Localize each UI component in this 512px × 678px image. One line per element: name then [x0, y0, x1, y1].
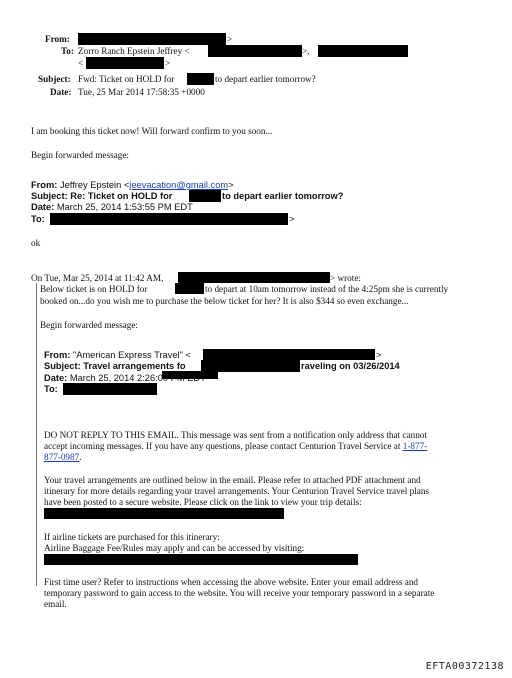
redaction — [86, 57, 164, 69]
fwd1-subject-post: to depart earlier tomorrow? — [222, 191, 344, 201]
fwd1-from-email[interactable]: jeevacation@gmail.com — [129, 180, 229, 190]
header-subject-label: Subject: — [38, 74, 71, 84]
redaction — [63, 383, 157, 395]
redaction — [203, 349, 375, 360]
header-date-label: Date: — [50, 87, 72, 97]
amex-p3-line-2: Airline Baggage Fee/Rules may apply and can be accessed by visiting: — [44, 543, 305, 553]
amex-phone-link[interactable]: 1-877- — [402, 441, 428, 451]
header-subject-pre: Fwd: Ticket on HOLD for — [78, 74, 175, 84]
amex-p1-line-2 — [44, 441, 427, 452]
quote-line-1-pre: Below ticket is on HOLD for — [40, 284, 148, 294]
amex-p1-line-3 — [44, 452, 82, 463]
quote-line-2: booked on...do you wish me to purchase the below ticket for her? It is also $344 so even exchange... — [40, 296, 409, 306]
header-to-label: To: — [61, 46, 74, 56]
doc-id: EFTA00372138 — [425, 661, 504, 672]
amex-p1-end: . — [79, 452, 82, 462]
quote-intro-pre: On Tue, Mar 25, 2014 at 11:42 AM, — [31, 273, 164, 283]
amex-p2-line-2: itinerary for more details regarding your travel arrangements. Your Centurion Travel Service travel plans — [44, 486, 429, 496]
header-from-label: From: — [45, 34, 70, 44]
amex-p1-line-2-text: accept incoming messages. If you have any questions, please contact Centurion Travel Service at — [44, 441, 403, 451]
fwd2-date-value: March 25, 2014 2:26:00 PM EDT — [69, 373, 206, 383]
fwd1-date — [31, 202, 193, 213]
amex-phone-link-cont[interactable]: 877-0987 — [44, 452, 80, 462]
fwd2-from — [44, 350, 191, 361]
fwd1-subject-pre: Re: Ticket on HOLD for — [70, 191, 173, 201]
amex-p4-line-3: email. — [44, 599, 67, 609]
redaction — [208, 45, 302, 57]
body-line-2: Begin forwarded message: — [31, 150, 129, 160]
redaction — [187, 73, 214, 85]
fwd1-to-label: To: — [31, 214, 45, 224]
redaction — [178, 272, 330, 283]
body-line-1: I am booking this ticket now! Will forward confirm to you soon... — [31, 126, 273, 136]
amex-p2-line-1: Your travel arrangements are outlined below in the email. Please refer to attached PDF attachment and — [44, 475, 421, 485]
amex-p4-line-1: First time user? Refer to instructions when accessing the above website. Enter your email address and — [44, 577, 419, 587]
fwd1-from-label: From: — [31, 180, 58, 190]
amex-p1-line-1: DO NOT REPLY TO THIS EMAIL. This message was sent from a notification only address that cannot — [44, 430, 427, 440]
fwd1-from-close: > — [228, 180, 234, 190]
fwd2-subject-pre: Travel arrangements fo — [83, 361, 186, 371]
fwd2-from-value: "American Express Travel" < — [72, 350, 191, 360]
redaction — [50, 213, 288, 225]
redaction — [44, 508, 284, 519]
fwd1-to-close: > — [289, 214, 295, 224]
fwd2-to-label: To: — [44, 384, 58, 394]
header-to-value: Zorro Ranch Epstein Jeffrey < — [78, 46, 190, 56]
fwd2-from-close: > — [376, 350, 382, 360]
fwd1-date-label: Date: — [31, 202, 55, 212]
fwd2-date-label: Date: — [44, 373, 68, 383]
header-to-mid: >, — [302, 46, 310, 56]
amex-p4-line-2: temporary password to gain access to the website. You will receive your temporary password in a separate — [44, 588, 435, 598]
redaction — [189, 190, 221, 202]
header-date-value: Tue, 25 Mar 2014 17:58:35 +0000 — [78, 87, 205, 97]
fwd2-from-label: From: — [44, 350, 71, 360]
fwd1-date-value: March 25, 2014 1:53:55 PM EDT — [56, 202, 193, 212]
quote-intro-post: > wrote: — [330, 273, 361, 283]
redaction — [78, 33, 226, 45]
fwd2-subject-post: raveling on 03/26/2014 — [301, 361, 400, 371]
fwd2-subject-label: Subject: — [44, 361, 81, 371]
header-subject-post: to depart earlier tomorrow? — [215, 74, 316, 84]
quote-begin: Begin forwarded message: — [40, 320, 138, 330]
quote-bar — [36, 283, 37, 586]
header-to-line2-open: < — [78, 58, 84, 68]
redaction — [175, 283, 204, 294]
fwd1-subject — [31, 191, 172, 202]
fwd1-reply: ok — [31, 238, 41, 248]
header-from-close: > — [227, 34, 233, 44]
amex-p2-line-3: have been posted to a secure website. Please click on the link to view your trip details: — [44, 497, 362, 507]
fwd1-from-name: Jeffrey Epstein < — [59, 180, 130, 190]
amex-p3-line-1: If airline tickets are purchased for this itinerary: — [44, 532, 220, 542]
redaction — [44, 554, 358, 565]
quote-line-1-post: to depart at 10am tomorrow instead of the 4:25pm she is currently — [205, 284, 449, 294]
fwd1-subject-label: Subject: — [31, 191, 68, 201]
header-to-line2-close: > — [165, 58, 171, 68]
redaction — [318, 45, 408, 57]
